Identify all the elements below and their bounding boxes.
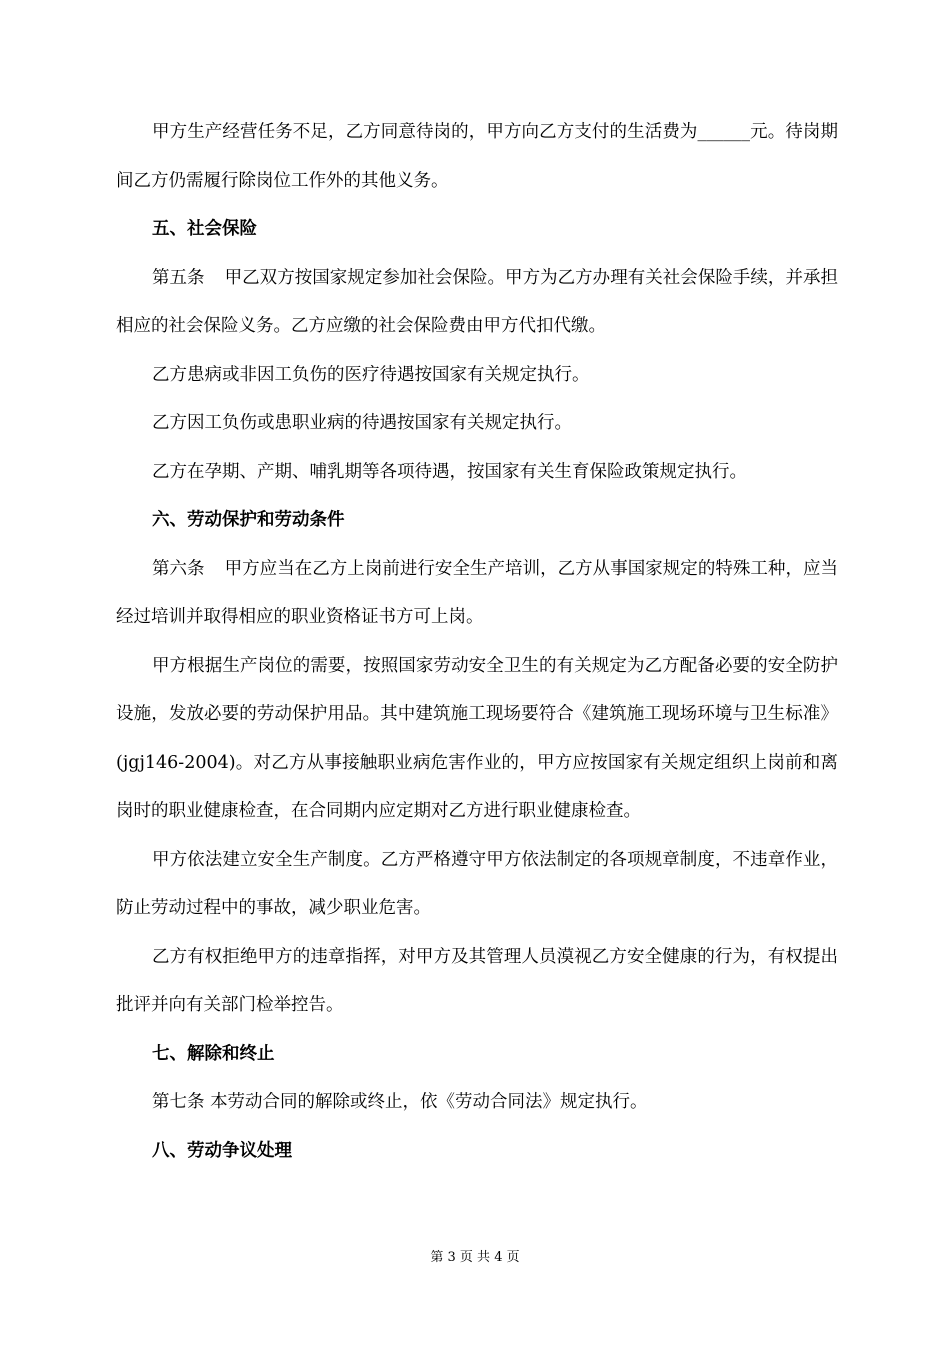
article-6-text: 甲方应当在乙方上岗前进行安全生产培训，乙方从事国家规定的特殊工种，应当经过培训并取得相应的职业资格证书方可上岗。 [116,558,839,627]
article-5-label: 第五条 [152,267,205,288]
paragraph-maternity: 乙方在孕期、产期、哺乳期等各项待遇，按国家有关生育保险政策规定执行。 [152,461,747,482]
paragraph-standby-pay: 甲方生产经营任务不足，乙方同意待岗的，甲方向乙方支付的生活费为______元。待岗期间乙方仍需履行除岗位工作外的其他义务。 [116,122,838,191]
heading-labor-dispute: 八、劳动争议处理 [152,1140,292,1161]
paragraph-article-6 [116,545,838,642]
paragraph-safety-system: 甲方依法建立安全生产制度。乙方严格遵守甲方依法制定的各项规章制度，不违章作业，防止劳动过程中的事故，减少职业危害。 [116,849,838,918]
document-page [116,108,838,1175]
heading-labor-protection: 六、劳动保护和劳动条件 [152,510,345,530]
article-5-text: 甲乙双方按国家规定参加社会保险。甲方为乙方办理有关社会保险手续，并承担相应的社会保险义务。乙方应缴的社会保险费由甲方代扣代缴。 [116,267,839,336]
paragraph-safety-equipment: 甲方根据生产岗位的需要，按照国家劳动安全卫生的有关规定为乙方配备必要的安全防护设施，发放必要的劳动保护用品。其中建筑施工现场要符合《建筑施工现场环境与卫生标准》(jgj146-2004)。对乙方从事接触职业病危害作业的，甲方应按国家有关规定组织上岗前和离岗时的职业健康检查，在合同期内应定期对乙方进行职业健康检查。 [116,655,838,821]
paragraph-illness-treatment: 乙方患病或非因工负伤的医疗待遇按国家有关规定执行。 [152,364,590,385]
heading-termination: 七、解除和终止 [152,1043,275,1064]
page-number-footer: 第 3 页 共 4 页 [430,1250,520,1265]
paragraph-right-to-refuse: 乙方有权拒绝甲方的违章指挥，对甲方及其管理人员漠视乙方安全健康的行为，有权提出批评并向有关部门检举控告。 [116,946,838,1015]
article-6-label: 第六条 [152,558,205,579]
paragraph-article-7: 第七条 本劳动合同的解除或终止，依《劳动合同法》规定执行。 [152,1092,648,1112]
heading-social-insurance: 五、社会保险 [152,219,257,239]
paragraph-work-injury: 乙方因工负伤或患职业病的待遇按国家有关规定执行。 [152,413,572,433]
paragraph-article-5 [116,254,838,351]
